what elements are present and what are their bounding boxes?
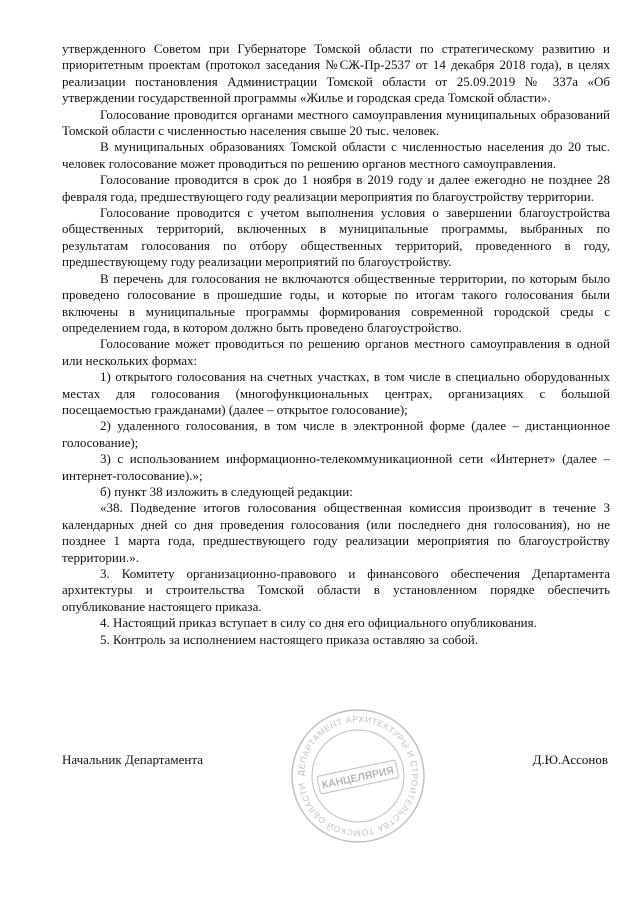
document-paragraph: 3. Комитету организационно-правового и финансового обеспечения Департамента архитектуры и строительства Томской области в установленном порядке обеспечить опубликование настоящего приказа. xyxy=(62,566,610,614)
document-paragraph: 1) открытого голосования на счетных участках, в том числе в специально оборудованных местах для голосования (многофункциональных центрах, организациях с большой посещаемостью гражданами) (далее – открытое голосование); xyxy=(62,369,610,417)
document-paragraph: Голосование проводится в срок до 1 ноября в 2019 году и далее ежегодно не позднее 28 февраля года, предшествующего году реализации мероприятия по благоустройству территории. xyxy=(62,172,610,204)
document-paragraph: 5. Контроль за исполнением настоящего приказа оставляю за собой. xyxy=(100,631,478,647)
document-paragraph: В перечень для голосования не включаются общественные территории, по которым было проведено голосование в прошедшие годы, и которые по итогам такого голосования были включены в муниципальные программы формирования современной городской среды с определением года, в котором должно быть проведено благоустройство. xyxy=(62,270,610,335)
document-paragraph: В муниципальных образованиях Томской области с численностью населения до 20 тыс. человек голосование может проводиться по решению органов местного самоуправления. xyxy=(62,139,610,171)
document-paragraph: Голосование проводится органами местного самоуправления муниципальных образований Томской области с численностью населения свыше 20 тыс. человек. xyxy=(62,106,610,139)
stamp-ring-text: ДЕПАРТАМЕНТ АРХИТЕКТУРЫ И СТРОИТЕЛЬСТВА ТОМСКОЙ ОБЛАСТИ xyxy=(295,713,421,839)
document-paragraph: 2) удаленного голосования, в том числе в электронной форме (далее – дистанционное голосование); xyxy=(62,418,610,450)
document-paragraph: «38. Подведение итогов голосования общественная комиссия производит в течение 3 календарных дней со дня проведения голосования (или последнего дня голосования), но не позднее 1 марта года, предшествующего году реализации мероприятия по благоустройству территории.». xyxy=(62,500,610,565)
document-paragraph: б) пункт 38 изложить в следующей редакции: xyxy=(100,483,353,499)
stamp-center-text: КАНЦЕЛЯРИЯ xyxy=(320,764,396,792)
signatory-name: Д.Ю.Ассонов xyxy=(532,752,608,767)
signatory-position: Начальник Департамента xyxy=(62,752,203,767)
office-stamp xyxy=(288,706,428,846)
document-paragraph: Голосование может проводиться по решению органов местного самоуправления в одной или нескольких формах: xyxy=(62,336,610,368)
document-paragraph: Голосование проводится с учетом выполнения условия о завершении благоустройства общественных территорий, включенных в муниципальные программы, выбранных по результатам голосования по отбору общественных территорий, проведенного в году, предшествующему году реализации мероприятий по благоустройству. xyxy=(62,205,610,270)
document-body xyxy=(62,41,610,648)
document-paragraph: утвержденного Советом при Губернаторе Томской области по стратегическому развитию и приоритетным проектам (протокол заседания №СЖ-Пр-2537 от 14 декабря 2018 года), в целях реализации постановления Администрации Томской области от 25.09.2019 № 337а «Об утверждении государственной программы «Жилье и городская среда Томской области». xyxy=(62,41,610,106)
document-paragraph: 3) с использованием информационно-телекоммуникационной сети «Интернет» (далее – интернет-голосование).»; xyxy=(62,451,610,483)
document-paragraph: 4. Настоящий приказ вступает в силу со дня его официального опубликования. xyxy=(100,615,537,631)
